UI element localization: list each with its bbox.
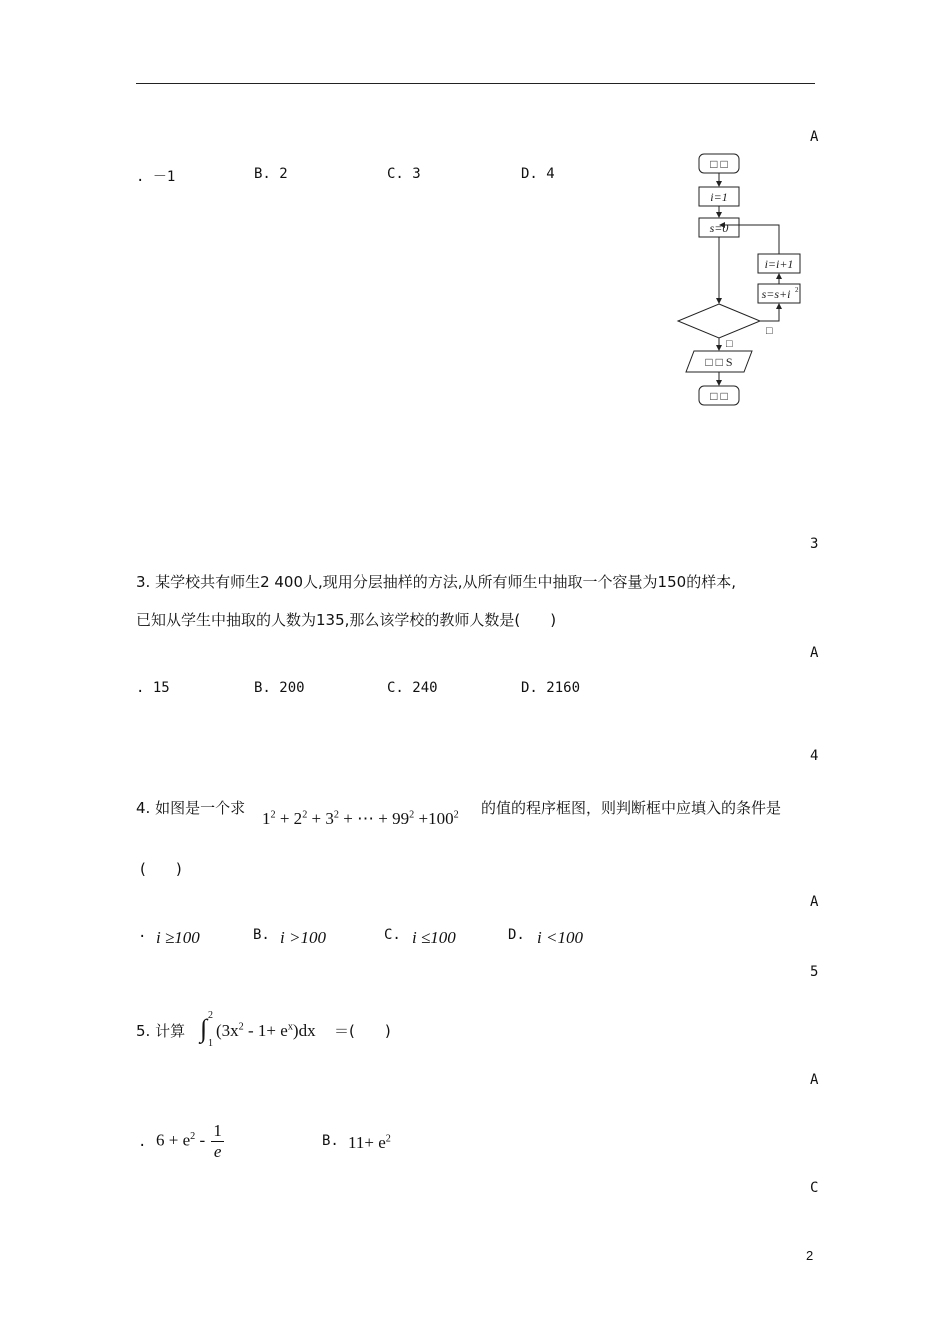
q4-option-b: i >100 (280, 928, 326, 947)
q4-answer-paren: ( ) (140, 860, 182, 878)
flow-branch-yes-label: □ (726, 338, 733, 350)
q5-option-b: $11+ e^2$ (348, 1133, 391, 1152)
corner-label: 4 (810, 748, 819, 764)
q4-option-c-letter: C. (384, 927, 401, 943)
q4-question-suffix: 的值的程序框图，则判断框中应填入的条件是 (481, 799, 782, 817)
flow-start-label: □ □ (710, 157, 728, 171)
q5-integral-expression: ∫ 2 1 $(3x^2 - 1+ e^x)dx$ (200, 1010, 316, 1049)
q5-question-prefix: 5. 计算 (136, 1022, 186, 1040)
flow-output-label: □ □ S (705, 355, 733, 369)
program-flowchart (670, 145, 820, 415)
q2-option-b: B. 2 (254, 166, 288, 182)
q2-option-d: D. 4 (521, 166, 555, 182)
q4-option-c: i ≤100 (412, 928, 456, 947)
flow-init-i-label: i=1 (710, 190, 728, 204)
q3-question-line1: 3. 某学校共有师生2 400人,现用分层抽样的方法,从所有师生中抽取一个容量为150的样本, (136, 573, 736, 591)
q5-option-a-letter: . (138, 1134, 147, 1150)
q3-option-d: D. 2160 (521, 680, 581, 696)
fraction: $\frac{1}{e}$ (213, 1121, 222, 1161)
q4-option-d: i <100 (537, 928, 583, 947)
q4-option-d-letter: D. (508, 927, 525, 943)
flow-update-s-exponent: 2 (795, 286, 799, 294)
flow-init-s-label: s=0 (709, 221, 729, 235)
q3-option-b: B. 200 (254, 680, 305, 696)
integral-sign: ∫ 2 1 (200, 1010, 213, 1049)
corner-label: A (810, 129, 819, 145)
q2-option-c: C. 3 (387, 166, 421, 182)
q3-question-line2: 已知从学生中抽取的人数为135,那么该学校的教师人数是( ) (136, 611, 557, 629)
corner-label: A (810, 894, 819, 910)
flow-update-i-label: i=i+1 (764, 257, 794, 271)
flow-update-s-label: s=s+i (761, 287, 791, 301)
q5-equals-paren: ＝( ) (334, 1022, 391, 1040)
q4-sum-formula: $1^2 + 2^2 + 3^2$ + ⋯ + $99^2 +100^2$ (262, 809, 459, 828)
q4-option-a-letter: · (138, 929, 147, 945)
corner-label: A (810, 645, 819, 661)
corner-label: C (810, 1180, 819, 1196)
q4-option-b-letter: B. (253, 927, 270, 943)
q3-option-a: . 15 (136, 680, 170, 696)
flow-branch-no-label: □ (766, 325, 773, 337)
corner-label: 3 (810, 536, 819, 552)
q5-option-a: $6 + e^2$ - $\frac{1}{e}$ (156, 1121, 222, 1161)
header-rule (136, 83, 815, 84)
flow-end-label: □ □ (710, 389, 728, 403)
q5-option-b-letter: B. (322, 1133, 339, 1149)
corner-label: 5 (810, 964, 819, 980)
q3-option-c: C. 240 (387, 680, 438, 696)
flow-decision-diamond (678, 304, 760, 338)
corner-label: A (810, 1072, 819, 1088)
q4-option-a: i ≥100 (156, 928, 200, 947)
q4-question-prefix: 4. 如图是一个求 (136, 799, 246, 817)
page-number: 2 (806, 1248, 814, 1263)
q2-option-a: . －1 (136, 169, 176, 185)
